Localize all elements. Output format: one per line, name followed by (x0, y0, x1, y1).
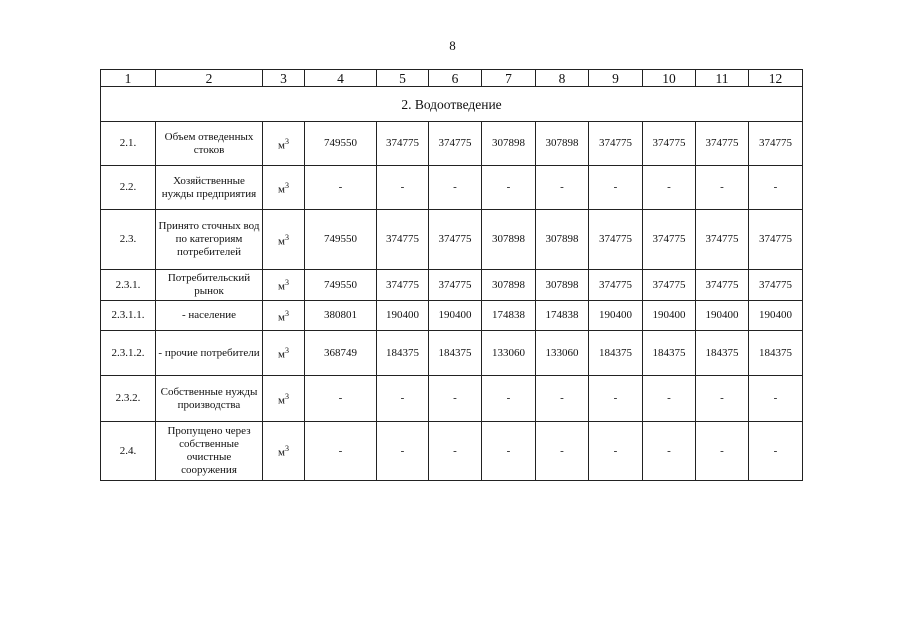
value-cell: - (696, 422, 749, 481)
unit-symbol: м (278, 280, 285, 293)
section-title: 2. Водоотведение (101, 87, 803, 122)
value-cell: 190400 (429, 301, 482, 331)
value-cell: 307898 (482, 210, 536, 270)
row-unit (263, 270, 305, 301)
row-code: 2.3.1. (101, 270, 156, 301)
unit-exponent: 3 (284, 278, 289, 288)
value-cell: 749550 (305, 122, 377, 166)
unit-exponent: 3 (284, 308, 289, 318)
column-header: 1 (101, 70, 156, 87)
value-cell: 184375 (429, 331, 482, 376)
value-cell: 749550 (305, 210, 377, 270)
value-cell: - (749, 166, 803, 210)
value-cell: 133060 (536, 331, 589, 376)
value-cell: 374775 (377, 270, 429, 301)
unit-symbol: м (278, 348, 285, 361)
value-cell: - (589, 422, 643, 481)
value-cell: - (305, 422, 377, 481)
value-cell: - (749, 422, 803, 481)
value-cell: 190400 (643, 301, 696, 331)
table-row (101, 122, 803, 166)
value-cell: 190400 (589, 301, 643, 331)
table-row (101, 210, 803, 270)
value-cell: - (696, 376, 749, 422)
row-code: 2.3.1.1. (101, 301, 156, 331)
value-cell: 749550 (305, 270, 377, 301)
value-cell: 307898 (536, 270, 589, 301)
row-unit (263, 210, 305, 270)
value-cell: - (377, 422, 429, 481)
row-code: 2.3.2. (101, 376, 156, 422)
row-description: Хозяйственные нужды предприятия (156, 166, 263, 210)
value-cell: - (643, 422, 696, 481)
row-code: 2.4. (101, 422, 156, 481)
row-code: 2.1. (101, 122, 156, 166)
row-unit (263, 422, 305, 481)
row-code: 2.3. (101, 210, 156, 270)
value-cell: 307898 (536, 210, 589, 270)
row-description: Принято сточных вод по категориям потребителей (156, 210, 263, 270)
row-unit (263, 166, 305, 210)
column-header: 3 (263, 70, 305, 87)
unit-symbol: м (278, 183, 285, 196)
value-cell: 184375 (589, 331, 643, 376)
value-cell: 374775 (749, 210, 803, 270)
value-cell: - (305, 376, 377, 422)
column-header: 8 (536, 70, 589, 87)
value-cell: 380801 (305, 301, 377, 331)
unit-symbol: м (278, 311, 285, 324)
column-header: 12 (749, 70, 803, 87)
page-number: 8 (449, 38, 456, 53)
value-cell: 190400 (377, 301, 429, 331)
unit-exponent: 3 (284, 136, 289, 146)
value-cell: - (749, 376, 803, 422)
table-row (101, 376, 803, 422)
value-cell: - (429, 166, 482, 210)
section-row (101, 87, 803, 122)
value-cell: 133060 (482, 331, 536, 376)
column-header: 10 (643, 70, 696, 87)
value-cell: 374775 (643, 270, 696, 301)
row-description: Пропущено через собственные очистные сооружения (156, 422, 263, 481)
value-cell: 374775 (377, 122, 429, 166)
unit-exponent: 3 (284, 391, 289, 401)
value-cell: 174838 (536, 301, 589, 331)
value-cell: 184375 (749, 331, 803, 376)
row-description: Потребительский рынок (156, 270, 263, 301)
row-description: Собственные нужды производства (156, 376, 263, 422)
table-row (101, 270, 803, 301)
value-cell: - (589, 376, 643, 422)
value-cell: 184375 (377, 331, 429, 376)
value-cell: 374775 (696, 210, 749, 270)
table-row (101, 166, 803, 210)
unit-symbol: м (278, 446, 285, 459)
row-unit (263, 301, 305, 331)
column-header: 11 (696, 70, 749, 87)
table-row (101, 331, 803, 376)
column-header: 4 (305, 70, 377, 87)
value-cell: 374775 (696, 270, 749, 301)
value-cell: - (536, 422, 589, 481)
unit-exponent: 3 (284, 346, 289, 356)
value-cell: - (643, 166, 696, 210)
value-cell: 374775 (377, 210, 429, 270)
value-cell: - (377, 376, 429, 422)
column-header: 9 (589, 70, 643, 87)
data-table (100, 69, 803, 481)
value-cell: - (305, 166, 377, 210)
value-cell: 368749 (305, 331, 377, 376)
unit-symbol: м (278, 394, 285, 407)
value-cell: - (696, 166, 749, 210)
value-cell: 190400 (696, 301, 749, 331)
value-cell: - (482, 376, 536, 422)
column-header: 5 (377, 70, 429, 87)
value-cell: 374775 (429, 210, 482, 270)
column-header: 7 (482, 70, 536, 87)
row-code: 2.2. (101, 166, 156, 210)
row-description: - население (156, 301, 263, 331)
value-cell: 374775 (696, 122, 749, 166)
row-unit (263, 122, 305, 166)
value-cell: - (482, 166, 536, 210)
column-number-row (101, 70, 803, 87)
value-cell: - (429, 376, 482, 422)
value-cell: - (536, 166, 589, 210)
value-cell: 190400 (749, 301, 803, 331)
value-cell: - (429, 422, 482, 481)
unit-symbol: м (278, 235, 285, 248)
value-cell: 374775 (643, 122, 696, 166)
value-cell: 184375 (643, 331, 696, 376)
value-cell: 307898 (536, 122, 589, 166)
value-cell: 174838 (482, 301, 536, 331)
row-unit (263, 376, 305, 422)
value-cell: 374775 (429, 122, 482, 166)
value-cell: - (482, 422, 536, 481)
value-cell: - (377, 166, 429, 210)
row-code: 2.3.1.2. (101, 331, 156, 376)
row-description: - прочие потребители (156, 331, 263, 376)
unit-exponent: 3 (284, 444, 289, 454)
column-header: 6 (429, 70, 482, 87)
value-cell: 374775 (589, 122, 643, 166)
value-cell: - (643, 376, 696, 422)
table-row (101, 422, 803, 481)
unit-exponent: 3 (284, 180, 289, 190)
value-cell: 184375 (696, 331, 749, 376)
row-description: Объем отведенных стоков (156, 122, 263, 166)
value-cell: 374775 (643, 210, 696, 270)
value-cell: 374775 (749, 122, 803, 166)
column-header: 2 (156, 70, 263, 87)
value-cell: 307898 (482, 122, 536, 166)
value-cell: - (589, 166, 643, 210)
table-row (101, 301, 803, 331)
value-cell: 307898 (482, 270, 536, 301)
value-cell: 374775 (429, 270, 482, 301)
value-cell: 374775 (749, 270, 803, 301)
unit-exponent: 3 (284, 232, 289, 242)
value-cell: 374775 (589, 270, 643, 301)
row-unit (263, 331, 305, 376)
value-cell: - (536, 376, 589, 422)
value-cell: 374775 (589, 210, 643, 270)
unit-symbol: м (278, 139, 285, 152)
